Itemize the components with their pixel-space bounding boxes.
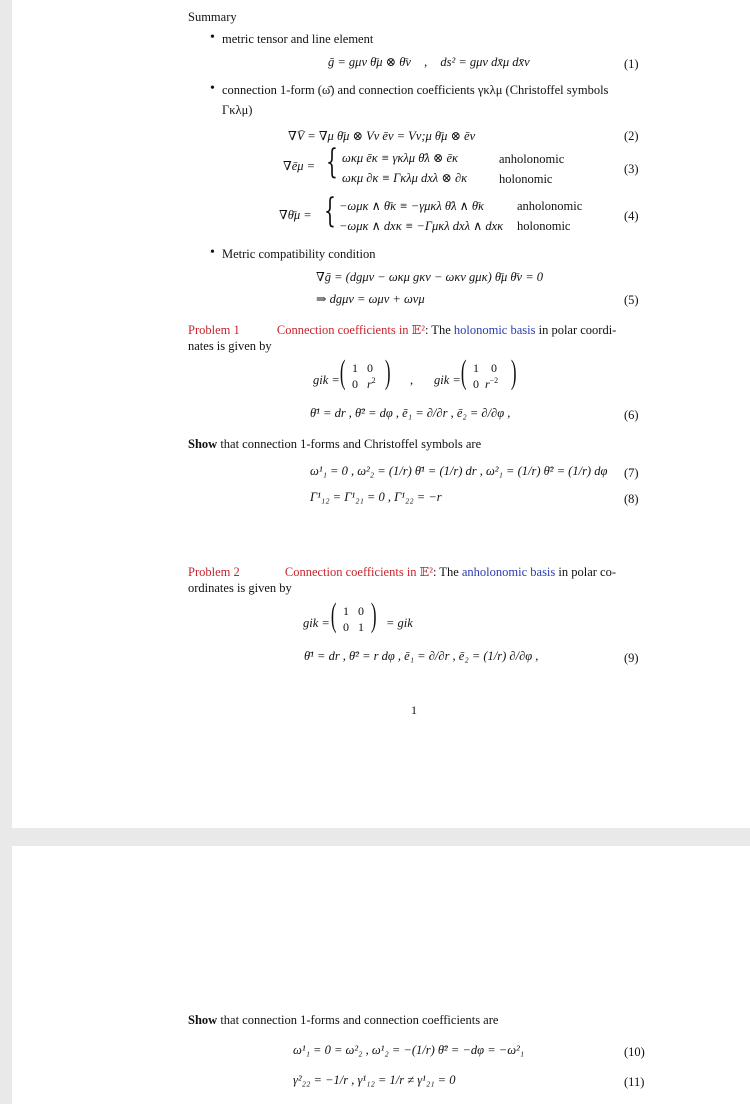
bullet-marker: • (210, 30, 215, 45)
matrix-identity: 1 0 0 1 (343, 604, 364, 634)
equation-1-metric: ḡ = gμν θ̄μ ⊗ θ̄ν , ds² = gμν dx̄μ dx̄ν (328, 55, 530, 69)
bullet-marker: • (210, 245, 215, 260)
equation-number: (4) (624, 209, 639, 223)
equation-number: (3) (624, 162, 639, 176)
eq9-g-inverse: = gik (386, 616, 413, 630)
problem-1-text: in polar coordi- (535, 323, 617, 337)
equation-number: (10) (624, 1045, 645, 1059)
problem-1-text: : The (424, 323, 454, 337)
eq5-line-1: ∇̄ḡ = (dgμν − ωκμ gκν − ωκν gμκ) θ̄μ θ̄ν = 0 (316, 270, 544, 284)
equation-number: (6) (624, 408, 639, 422)
problem-2-label: Problem 2 (188, 565, 240, 579)
equation-number: (9) (624, 651, 639, 665)
eq1-right: ds² = gμν dx̄μ dx̄ν (440, 55, 530, 69)
eq1-left: ḡ = gμν θ̄μ ⊗ θ̄ν (328, 55, 411, 69)
paren-right: ) (510, 354, 517, 391)
matrix-g-inverse: 1 0 0 $r^{-2}$ (473, 361, 499, 391)
problem-2-link[interactable]: anholonomic basis (461, 565, 556, 579)
eq4-lhs: ∇̄θ̄μ = (279, 208, 312, 222)
eq9-g: gik = (303, 616, 330, 630)
problem-1-link[interactable]: holonomic basis (453, 323, 536, 337)
problem-2-title: Connection coefficients in 𝔼² (284, 565, 433, 579)
page-number: 1 (411, 703, 417, 717)
page-1 (12, 0, 750, 828)
problem-2-text: in polar co- (555, 565, 617, 579)
show-keyword: Show (188, 1013, 218, 1027)
equation-number: (7) (624, 466, 639, 480)
eq6-g-lower: gik = (313, 373, 340, 387)
paren-left: ( (460, 354, 467, 391)
eq4-line-1: −ωμκ ∧ θ̄κ ≡ −γμκλ θ̄λ ∧ θ̄κ (339, 199, 485, 213)
problem-1-heading (188, 324, 616, 337)
bullet-marker: • (210, 81, 215, 96)
paren-right: ) (370, 597, 377, 634)
bullet-metric-compatibility: Metric compatibility condition (222, 247, 376, 261)
eq4-tag-holonomic: holonomic (517, 219, 571, 233)
matrix-g: 1 0 0 $r^2$ (352, 361, 376, 391)
bullet-metric-tensor: metric tensor and line element (222, 32, 374, 46)
comma: , (410, 373, 414, 387)
eq9-line-2: θ̄¹ = dr , θ̄² = r dφ , ē₁ = ∂/∂r , ē₂ = (1/r) ∂/∂φ , (304, 649, 539, 663)
equation-number: (2) (624, 129, 639, 143)
brace-symbol: { (326, 142, 338, 182)
paren-right: ) (384, 354, 391, 391)
problem-1-title: Connection coefficients in 𝔼² (276, 323, 425, 337)
problem-2-text-cont: ordinates is given by (188, 581, 292, 595)
equation-number: (8) (624, 492, 639, 506)
eq3-line-1: ωκμ ēκ ≡ γκλμ θ̄λ ⊗ ēκ (342, 151, 459, 165)
problem-1-label: Problem 1 (188, 323, 240, 337)
eq5-line-2: ⇒ dgμν = ωμν + ωνμ (316, 292, 425, 306)
eq3-line-2: ωκμ ∂κ ≡ Γκλμ dxλ ⊗ ∂κ (342, 171, 468, 185)
eq7-connection-forms: ω¹₁ = 0 , ω²₂ = (1/r) θ̄¹ = (1/r) dr , ω²₁ = (1/r) θ̄² = (1/r) dφ (310, 464, 608, 478)
equation-2-covariant-derivative: ∇̄V̄ = ∇μ θ̄μ ⊗ Vν ēν = Vν;μ θ̄μ ⊗ ēν (288, 129, 476, 143)
eq3-tag-anholonomic: anholonomic (499, 152, 565, 166)
equation-number: (5) (624, 293, 639, 307)
eq8-christoffel: Γ¹₁₂ = Γ¹₂₁ = 0 , Γ¹₂₂ = −r (310, 490, 442, 504)
show-statement-1 (188, 438, 481, 451)
eq3-lhs: ∇̄ēμ = (283, 159, 316, 173)
show-keyword: Show (188, 437, 218, 451)
eq10-connection-forms: ω¹₁ = 0 = ω²₂ , ω¹₂ = −(1/r) θ̄² = −dφ = −ω²₁ (293, 1043, 525, 1057)
equation-number: (11) (624, 1075, 645, 1089)
eq11-connection-coefficients: γ²₂₂ = −1/r , γ¹₁₂ = 1/r ≠ γ¹₂₁ = 0 (293, 1073, 456, 1087)
eq4-line-2: −ωμκ ∧ dxκ ≡ −Γμκλ dxλ ∧ dxκ (339, 219, 504, 233)
problem-2-text: : The (432, 565, 462, 579)
paren-left: ( (330, 597, 337, 634)
paren-left: ( (339, 354, 346, 391)
eq3-tag-holonomic: holonomic (499, 172, 553, 186)
eq6-g-upper: gik = (434, 373, 461, 387)
bullet-connection-form-cont: Γκλμ) (222, 103, 253, 117)
equation-number: (1) (624, 57, 639, 71)
eq6-line-2: θ̄¹ = dr , θ̄² = dφ , ē₁ = ∂/∂r , ē₂ = ∂/∂φ , (310, 406, 511, 420)
problem-2-heading (188, 566, 616, 579)
summary-heading: Summary (188, 10, 237, 24)
bullet-connection-form: connection 1-form (ω̄) and connection coefficients γκλμ (Christoffel symbols (222, 83, 609, 97)
show-statement-2 (188, 1014, 498, 1027)
show-text: that connection 1-forms and Christoffel symbols are (217, 437, 482, 451)
eq4-tag-anholonomic: anholonomic (517, 199, 583, 213)
show-text: that connection 1-forms and connection coefficients are (217, 1013, 499, 1027)
problem-1-text-cont: nates is given by (188, 339, 272, 353)
brace-symbol: { (324, 191, 336, 231)
page-2 (12, 846, 750, 1104)
